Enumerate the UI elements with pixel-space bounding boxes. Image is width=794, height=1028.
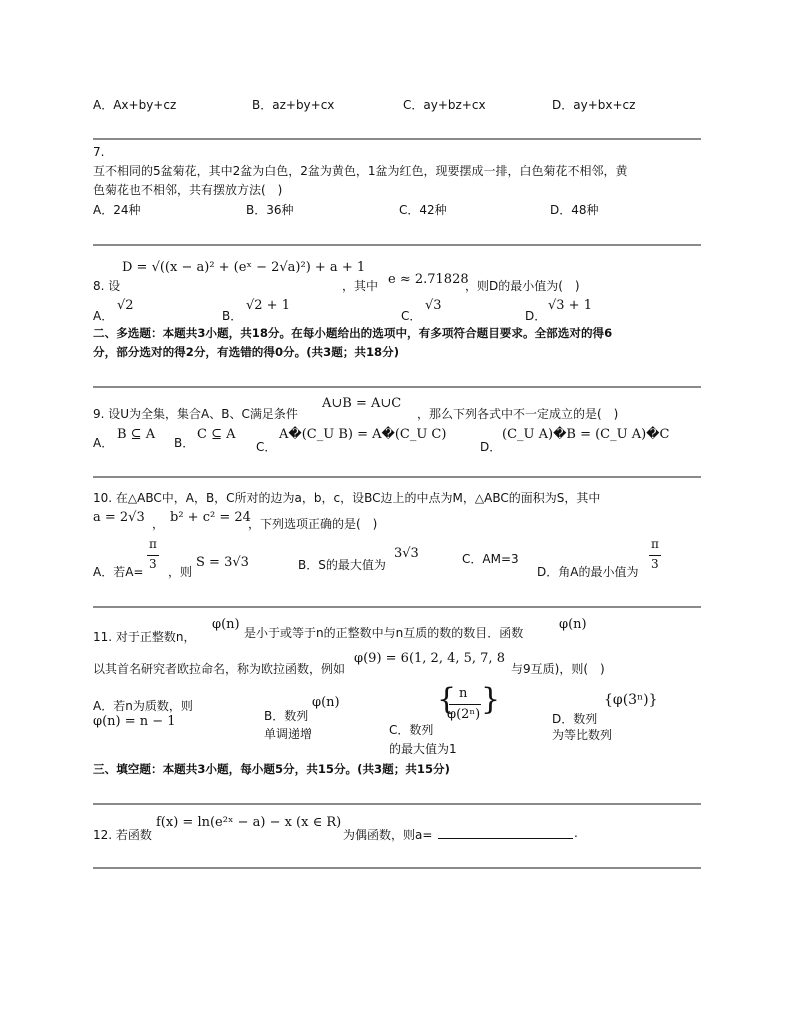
q8-option-c-math: √3 (425, 298, 442, 313)
divider (93, 867, 701, 869)
q10-option-a-math: S = 3√3 (196, 555, 249, 570)
q12-end: . (574, 826, 578, 840)
q8-middle: ，其中 (342, 279, 379, 293)
q10-option-a-frac-den: 3 (149, 557, 157, 571)
q9-option-c-label: C． (256, 440, 277, 454)
q11-option-b-math: φ(n) (312, 695, 340, 710)
q11-example: φ(9) = 6(1, 2, 4, 5, 7, 8 (354, 651, 505, 666)
q9-option-b-math: C ⊆ A (197, 427, 236, 442)
q11-option-c-num: n (459, 686, 468, 701)
q7-option-c: C．42种 (399, 203, 447, 217)
q10-suffix: ，下列选项正确的是( ) (248, 517, 378, 531)
q10-comma: ， (152, 517, 165, 531)
q11-phi-n: φ(n) (212, 617, 240, 632)
q9-option-a-math: B ⊆ A (117, 427, 156, 442)
divider (93, 386, 701, 388)
q8-option-c-label: C． (401, 309, 422, 323)
q10-option-d-frac-den: 3 (651, 557, 659, 571)
q10-line1: 10. 在△ABC中，A，B，C所对的边为a，b，c，设BC边上的中点为M，△ABC的面积为S，其中 (93, 491, 601, 505)
divider (93, 476, 701, 478)
q9-option-c-math: A�(C_U B) = A�(C_U C) (279, 427, 447, 442)
q10-option-a-prefix: A．若A= (93, 565, 144, 579)
q11-option-c-den: φ(2ⁿ) (447, 707, 481, 722)
q11-middle: 是小于或等于n的正整数中与n互质的数的数目．函数 (244, 626, 524, 640)
q10-cond-a: a = 2√3 (93, 510, 145, 525)
q8-option-a-label: A． (93, 309, 114, 323)
q10-option-b-text: B．S的最大值为 (298, 558, 386, 572)
q11-option-c-right-brace: } (481, 682, 501, 717)
q9-prefix: 9. 设U为全集，集合A、B、C满足条件 (93, 407, 298, 421)
q11-option-c-left-brace: { (437, 682, 457, 717)
q12-suffix: 为偶函数，则a= (343, 828, 433, 842)
q7-line2: 色菊花也不相邻，共有摆放方法( ) (93, 183, 283, 197)
section-3-header: 三、填空题：本题共3小题，每小题5分，共15分。(共3题；共15分) (93, 762, 450, 776)
q11-option-c-line2: 的最大值为1 (389, 742, 457, 756)
q7-option-a: A．24种 (93, 203, 141, 217)
q10-option-a-frac-bar (147, 555, 159, 556)
q11-option-b-line1: B．数列 (264, 709, 309, 723)
q11-option-d-line1: D．数列 (552, 712, 598, 726)
q7-number: 7. (93, 145, 105, 159)
q12-formula: f(x) = ln(e²ˣ − a) − x (x ∈ R) (156, 815, 342, 830)
divider (93, 244, 701, 246)
q10-option-a-then: ，则 (168, 565, 193, 579)
section-2-line1: 二、多选题：本题共3小题，共18分。在每小题给出的选项中，有多项符合题目要求。全部选对的得6 (93, 326, 613, 340)
q10-option-a-frac-num: π (149, 537, 157, 551)
q11-option-d-line2: 为等比数列 (552, 728, 613, 742)
q11-option-a-math: φ(n) = n − 1 (93, 714, 176, 729)
q6-option-b: B．az+by+cx (252, 98, 335, 112)
q11-option-c-line1: C．数列 (389, 723, 434, 737)
q9-option-a-label: A． (93, 436, 114, 450)
q11-line2-prefix: 以其首名研究者欧拉命名，称为欧拉函数，例如 (93, 662, 346, 676)
q10-cond-b: b² + c² = 24 (170, 510, 251, 525)
divider (93, 138, 701, 140)
q8-option-a-math: √2 (117, 298, 134, 313)
divider (93, 803, 701, 805)
q8-option-b-label: B． (222, 309, 243, 323)
section-2-line2: 分，部分选对的得2分，有选错的得0分。(共3题；共18分) (93, 345, 399, 359)
q10-option-d-frac-bar (649, 555, 661, 556)
q6-option-a: A．Ax+by+cz (93, 98, 177, 112)
q8-formula: D = √((x − a)² + (eˣ − 2√a)²) + a + 1 (122, 260, 366, 275)
q7-option-b: B．36种 (246, 203, 294, 217)
q11-option-c-frac-bar (449, 704, 481, 705)
q6-option-d: D．ay+bx+cz (552, 98, 636, 112)
q9-condition: A∪B = A∪C (322, 396, 402, 411)
q7-option-d: D．48种 (550, 203, 599, 217)
q11-option-a-line1: A．若n为质数，则 (93, 699, 193, 713)
q11-prefix: 11. 对于正整数n， (93, 630, 196, 644)
q10-option-b-math: 3√3 (394, 546, 419, 561)
q9-option-b-label: B． (174, 436, 195, 450)
q11-option-c-set (437, 678, 501, 730)
q8-e-approx: e ≈ 2.71828 (388, 272, 469, 287)
q10-option-c-text: C．AM=3 (462, 552, 519, 566)
q8-suffix: ，则D的最小值为( ) (465, 279, 580, 293)
q8-option-b-math: √2 + 1 (246, 298, 290, 313)
q11-option-d-math: {φ(3ⁿ)} (604, 692, 658, 708)
q9-suffix: ，那么下列各式中不一定成立的是( ) (417, 407, 619, 421)
q12-answer-blank[interactable] (438, 826, 573, 839)
q11-line2-suffix: 与9互质)，则( ) (511, 662, 605, 676)
divider (93, 606, 701, 608)
q8-option-d-math: √3 + 1 (548, 298, 592, 313)
q8-prefix: 8. 设 (93, 279, 121, 293)
q12-prefix: 12. 若函数 (93, 828, 152, 842)
q11-phi-n-2: φ(n) (559, 617, 587, 632)
q7-line1: 互不相同的5盆菊花，其中2盆为白色，2盆为黄色，1盆为红色，现要摆成一排，白色菊花不相邻，黄 (93, 164, 628, 178)
q8-option-d-label: D． (525, 309, 547, 323)
q10-option-d-frac-num: π (651, 537, 659, 551)
q9-option-d-label: D． (480, 440, 502, 454)
q9-option-d-math: (C_U A)�B = (C_U A)�C (502, 427, 670, 442)
q10-option-d-text: D．角A的最小值为 (537, 565, 639, 579)
q11-option-b-line2: 单调递增 (264, 727, 313, 741)
q6-option-c: C．ay+bz+cx (403, 98, 486, 112)
